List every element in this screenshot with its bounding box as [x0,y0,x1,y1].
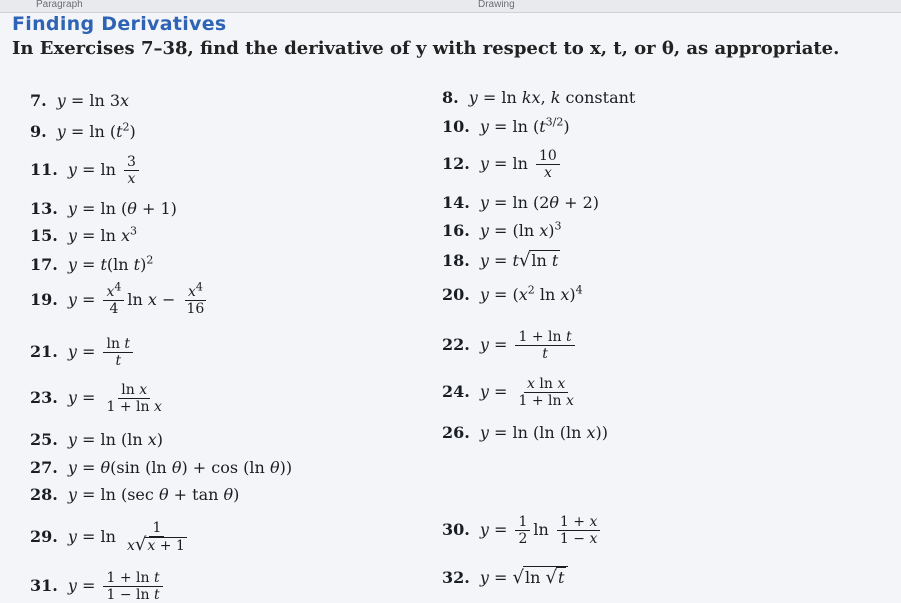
exercise-28: 28. y = ln (sec θ + tan θ) [30,485,240,504]
exercise-20: 20. $y = (x^2$ ln x)$^4$ [442,283,583,304]
exercise-29: 29. y = ln $\frac{1}{x√x + 1}$ [30,520,185,555]
drawing-tab[interactable]: Drawing [478,0,515,10]
exercise-30: 30. y = $\frac{1}{2}$ ln $\frac{1 + x}{1 - x}$ [442,514,603,547]
exercise-8: 8. y = ln kx, k constant [442,88,636,107]
paragraph-tab[interactable]: Paragraph [36,0,83,10]
exercise-32: 32. y = √ln √t [442,566,568,588]
exercise-25: 25. y = ln (ln x) [30,430,164,449]
exercise-10: 10. $y = \ln (t^{3/2})$ [442,115,570,136]
exercise-27: 27. y = θ(sin (ln θ) + cos (ln θ)) [30,458,293,477]
exercise-14: 14. y = ln (2θ + 2) [442,193,600,212]
exercise-24: 24. y = $\frac{\text{x ln x}}{\text{1 + ln x}}$ [442,376,574,409]
exercise-19: 19. y = $\frac{x^4}{4}$ ln x − $\frac{x^4}{16}$ [30,280,205,317]
exercise-22: 22. y = $\frac{\text{1 + ln t}}{t}$ [442,329,578,362]
instructions-text: In Exercises 7–38, find the derivative of y with respect to x, t, or θ, as appropriate. [12,38,840,59]
exercise-7: 7. y = ln 3x [30,91,130,110]
toolbar [0,0,901,13]
exercise-15: 15. $y = \ln x^3$ [30,224,138,245]
exercise-31: 31. y = $\frac{\text{1 + ln t}}{\text{1 − ln t}}$ [30,570,166,603]
section-heading: Finding Derivatives [12,13,227,35]
exercise-18: 18. y = t√ln t [442,250,559,271]
exercise-21: 21. y = $\frac{\text{ln t}}{t}$ [30,336,136,369]
exercise-16: 16. y = (ln x)$^3$ [442,219,562,240]
exercise-23: 23. y = $\frac{\text{ln x}}{\text{1 + ln x}}$ [30,382,162,415]
exercise-17: 17. y = t(ln t)$^2$ [30,253,154,274]
exercise-12: 12. y = ln $\frac{10}{x}$ [442,148,563,181]
exercise-11: 11. y = ln $\frac{3}{x}$ [30,154,142,187]
exercise-13: 13. y = ln (θ + 1) [30,199,177,218]
exercise-9: 9. $y = \ln (t^2)$ [30,120,136,141]
exercise-26: 26. y = ln (ln (ln x)) [442,423,608,442]
